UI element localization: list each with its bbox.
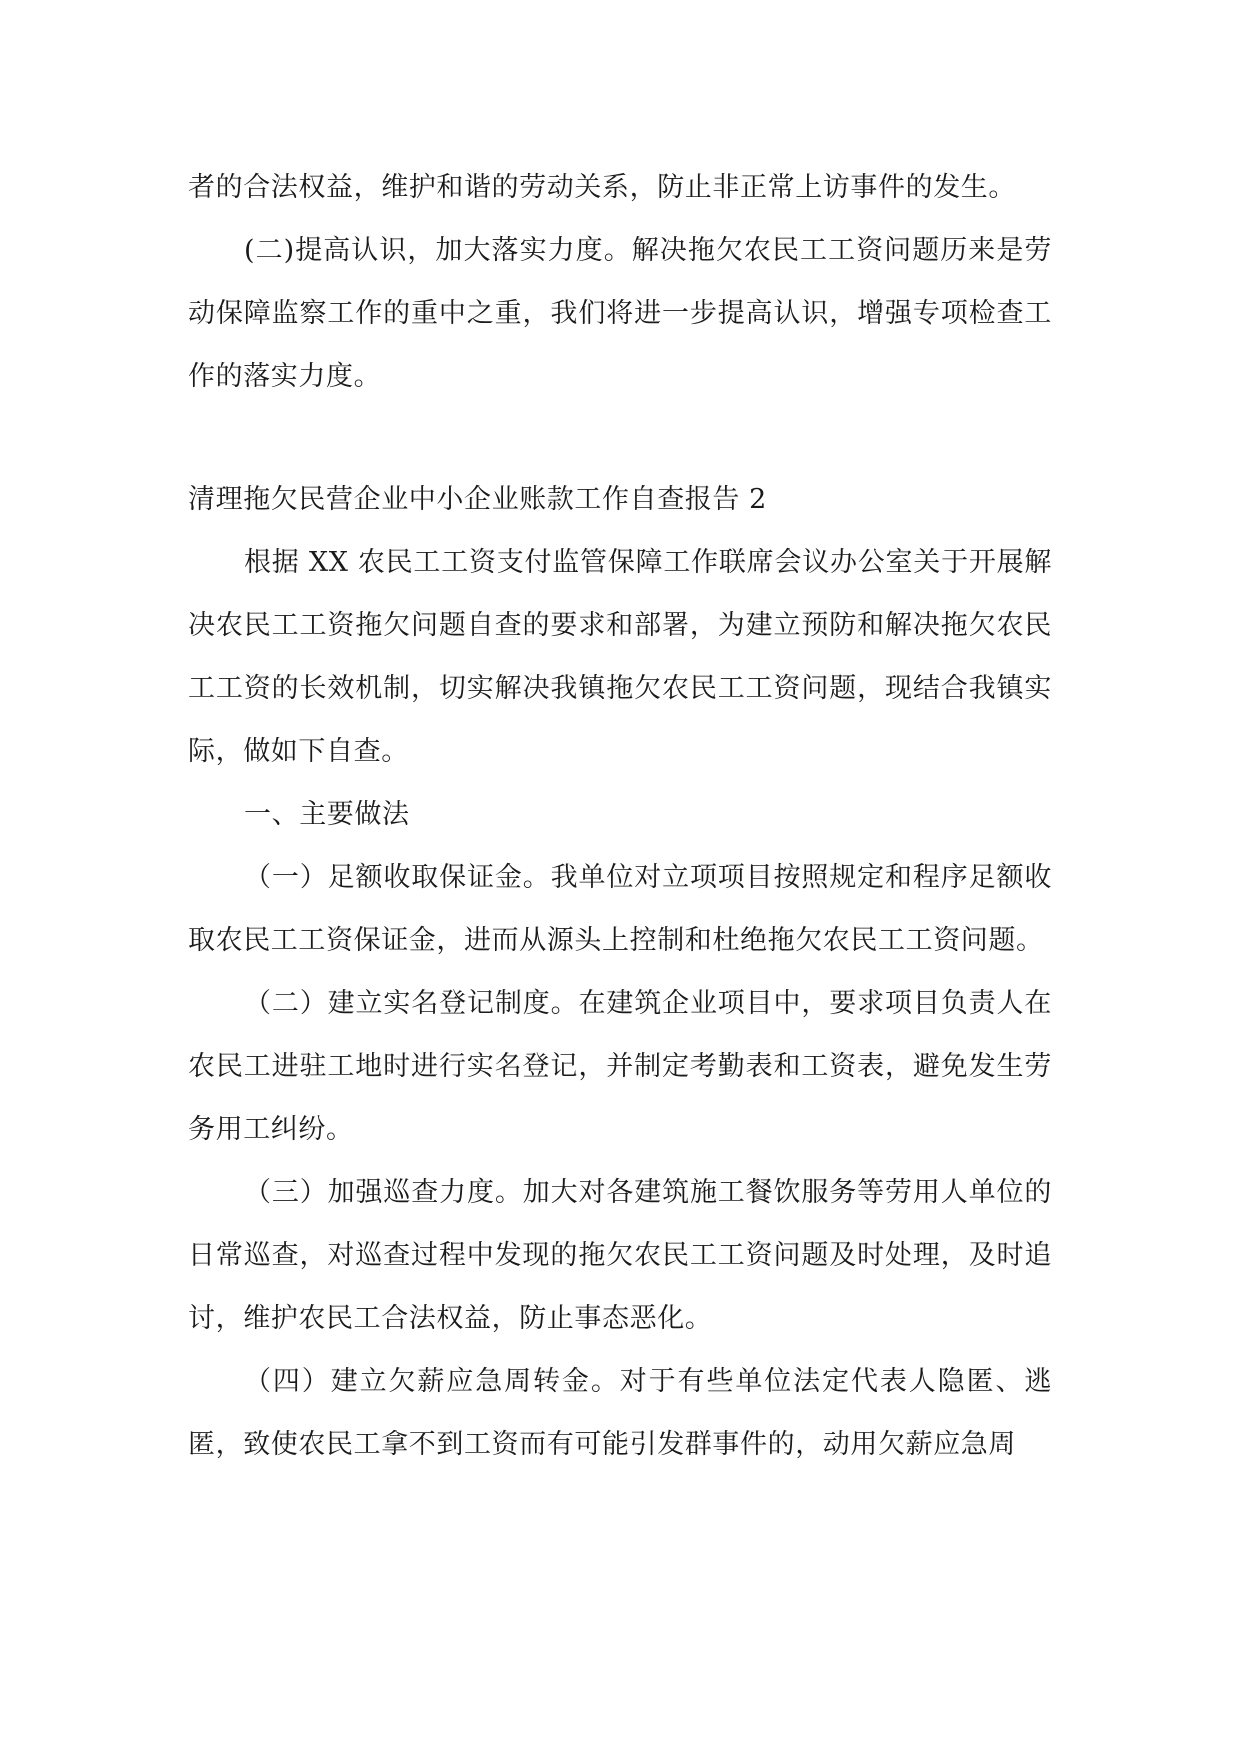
section-gap <box>188 408 1052 468</box>
paragraph-registration: （二）建立实名登记制度。在建筑企业项目中，要求项目负责人在农民工进驻工地时进行实名登记，并制定考勤表和工资表，避免发生劳务用工纠纷。 <box>188 988 1052 1145</box>
document-body <box>188 156 1052 1476</box>
report-title: 清理拖欠民营企业中小企业账款工作自查报告 2 <box>188 484 767 515</box>
paragraph-raise-awareness: (二)提高认识，加大落实力度。解决拖欠农民工工资问题历来是劳动保障监察工作的重中之重，我们将进一步提高认识，增强专项检查工作的落实力度。 <box>188 235 1052 392</box>
paragraph-continuation: 者的合法权益，维护和谐的劳动关系，防止非正常上访事件的发生。 <box>188 172 1016 203</box>
paragraph-inspection: （三）加强巡查力度。加大对各建筑施工餐饮服务等劳用人单位的日常巡查，对巡查过程中发现的拖欠农民工工资问题及时处理，及时追讨，维护农民工合法权益，防止事态恶化。 <box>188 1177 1052 1334</box>
section-heading-main-practices: 一、主要做法 <box>244 799 410 830</box>
paragraph-intro: 根据 XX 农民工工资支付监管保障工作联席会议办公室关于开展解决农民工工资拖欠问题自查的要求和部署，为建立预防和解决拖欠农民工工资的长效机制，切实解决我镇拖欠农民工工资问题，现结合我镇实际，做如下自查。 <box>188 547 1052 767</box>
paragraph-emergency-fund: （四）建立欠薪应急周转金。对于有些单位法定代表人隐匿、逃匿，致使农民工拿不到工资而有可能引发群事件的，动用欠薪应急周 <box>188 1366 1052 1460</box>
paragraph-deposit: （一）足额收取保证金。我单位对立项项目按照规定和程序足额收取农民工工资保证金，进而从源头上控制和杜绝拖欠农民工工资问题。 <box>188 862 1052 956</box>
